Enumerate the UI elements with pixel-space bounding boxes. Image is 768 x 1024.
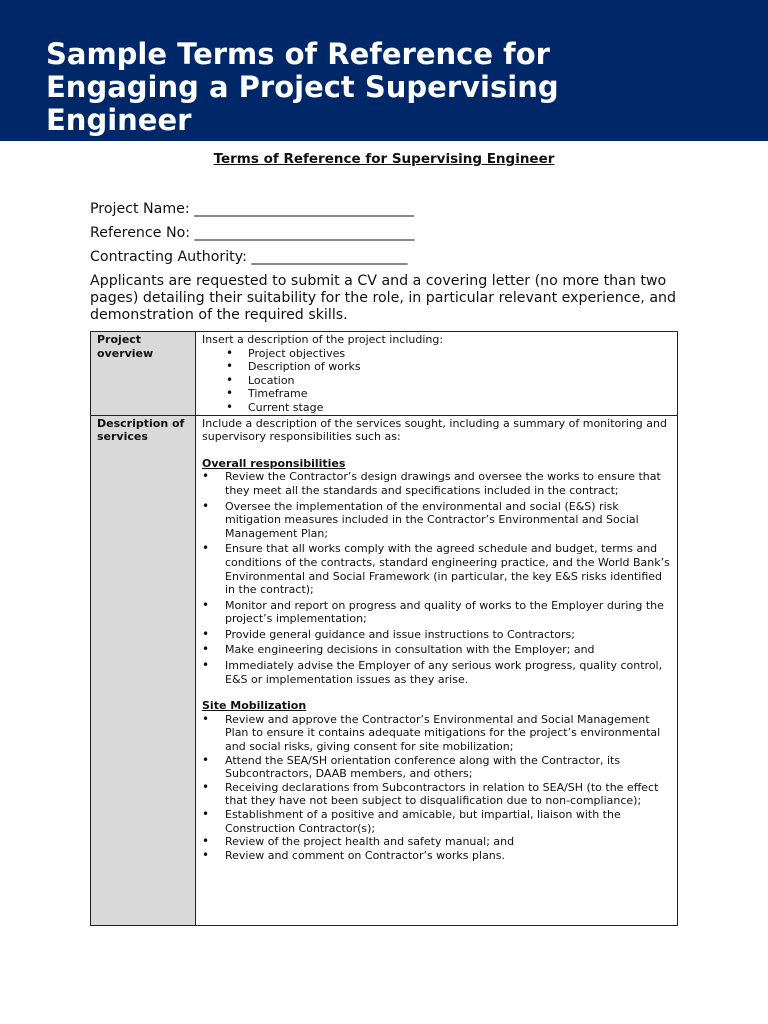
list-item: • Immediately advise the Employer of any serious work progress, quality control, E&S or implementation issues as they arise. [202, 659, 671, 686]
site-mobilization-list [202, 713, 671, 863]
list-item: • Current stage [202, 401, 671, 415]
list-item: • Provide general guidance and issue instructions to Contractors; [202, 628, 671, 642]
project-overview-intro: Insert a description of the project including: [202, 333, 444, 346]
reference-no-field: Reference No: _______________________________ [90, 225, 415, 241]
list-item: • Make engineering decisions in consultation with the Employer; and [202, 643, 671, 657]
list-item: • Monitor and report on progress and quality of works to the Employer during the project’s implementation; [202, 599, 671, 626]
list-item: • Description of works [202, 360, 671, 374]
list-item: • Location [202, 374, 671, 388]
list-item: • Review the Contractor’s design drawings and oversee the works to ensure that they meet all the standards and specifications included in the contract; [202, 470, 671, 497]
terms-table [90, 331, 678, 926]
project-overview-list [202, 347, 671, 415]
title-banner [0, 0, 768, 141]
section-heading-overall-responsibilities: Overall responsibilities [202, 456, 346, 470]
list-item: • Review and comment on Contractor’s works plans. [202, 849, 671, 863]
table-row [91, 415, 678, 925]
section-heading-site-mobilization: Site Mobilization [202, 699, 307, 713]
contracting-authority-field: Contracting Authority: ______________________ [90, 249, 408, 265]
list-item: • Ensure that all works comply with the agreed schedule and budget, terms and conditions of the contracts, standard engineering practice, and the World Bank’s Environmental and Social Framework (in particular, the key E&S risks identified in the contract); [202, 542, 671, 596]
row-label-description-of-services: Description of services [91, 415, 196, 925]
list-item: • Oversee the implementation of the environmental and social (E&S) risk mitigation measures included in the Contractor’s Environmental and Social Management Plan; [202, 500, 671, 541]
project-name-field: Project Name: _______________________________ [90, 201, 415, 217]
row-content-project-overview [196, 332, 678, 416]
intro-paragraph: Applicants are requested to submit a CV and a covering letter (no more than two pages) detailing their suitability for the role, in particular relevant experience, and demonstration of the required skills. [90, 273, 677, 323]
services-intro: Include a description of the services sought, including a summary of monitoring and supervisory responsibilities such as: [202, 416, 667, 444]
list-item: • Receiving declarations from Subcontractors in relation to SEA/SH (to the effect that they have not been subject to disqualification due to non-compliance); [202, 781, 671, 808]
list-item: • Project objectives [202, 347, 671, 361]
document-subtitle: Terms of Reference for Supervising Engineer [213, 151, 555, 167]
list-item: • Attend the SEA/SH orientation conference along with the Contractor, its Subcontractors, DAAB members, and others; [202, 754, 671, 781]
list-item: • Establishment of a positive and amicable, but impartial, liaison with the Construction Contractor(s); [202, 808, 671, 835]
list-item: • Timeframe [202, 387, 671, 401]
table-row [91, 332, 678, 416]
list-item: • Review and approve the Contractor’s Environmental and Social Management Plan to ensure it contains adequate mitigations for the project’s environmental and social risks, giving consent for site mobilization; [202, 713, 671, 754]
document-title: Sample Terms of Reference for Engaging a Project Supervising Engineer [46, 37, 559, 137]
row-content-description-of-services [196, 415, 678, 925]
row-label-project-overview: Project overview [91, 332, 196, 416]
overall-responsibilities-list [202, 470, 671, 686]
list-item: • Review of the project health and safety manual; and [202, 835, 671, 849]
